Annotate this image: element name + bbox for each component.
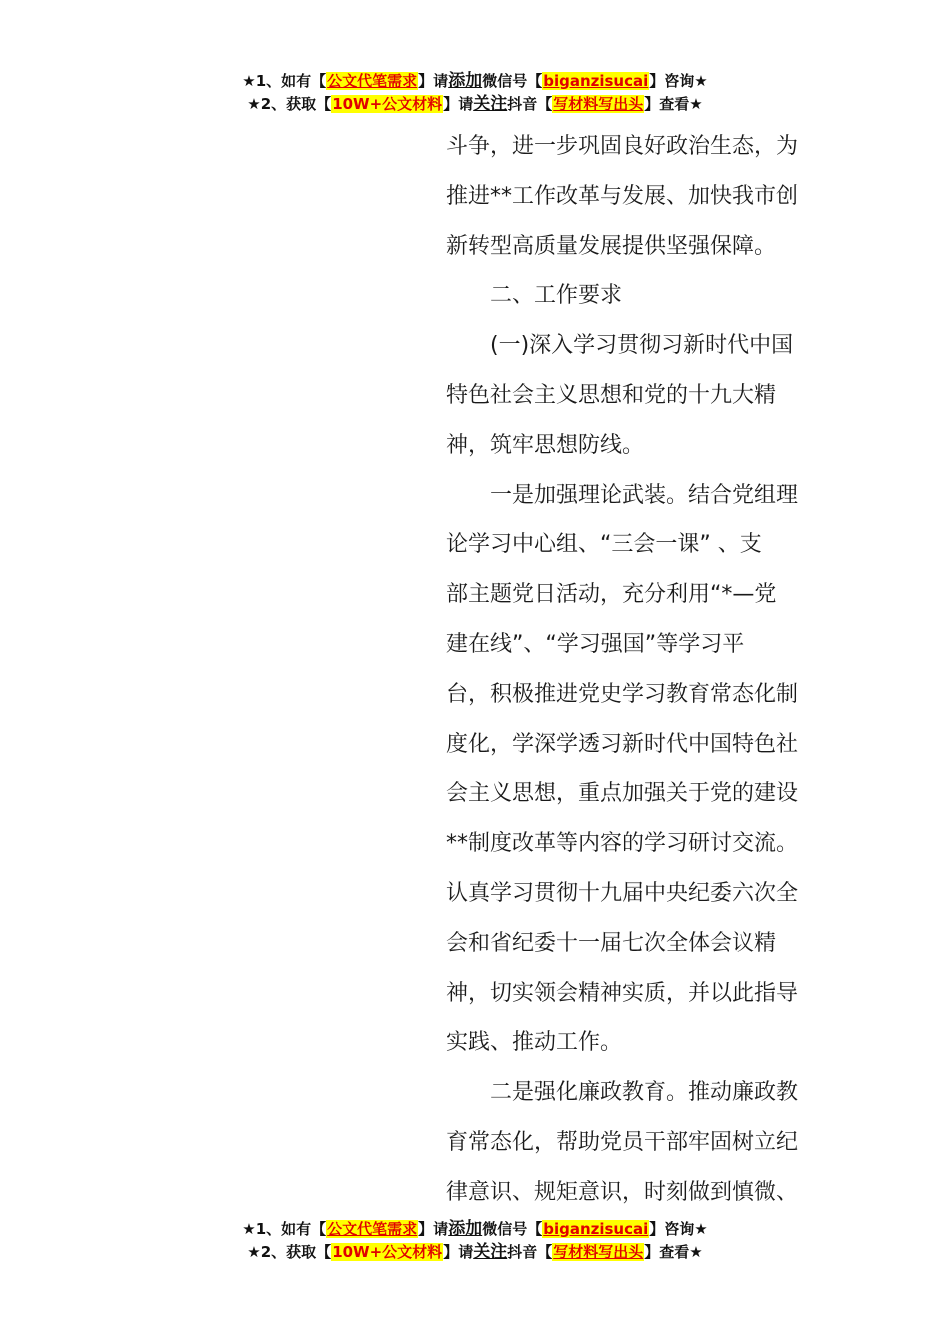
promo-highlight-service: 公文代笔需求 — [327, 1220, 418, 1238]
promo-highlight-materials: 10W+公文材料 — [332, 1243, 443, 1261]
promo-highlight-douyin: 写材料写出头 — [553, 95, 644, 113]
footer-promo-banner — [0, 1218, 950, 1264]
promo-line-2: ★2、获取【10W+公文材料】请关注抖音【写材料写出头】查看★ — [247, 94, 703, 114]
promo-line-2: ★2、获取【10W+公文材料】请关注抖音【写材料写出头】查看★ — [247, 1242, 703, 1262]
promo-line-1: ★1、如有【公文代笔需求】请添加微信号【biganzisucai】咨询★ — [242, 71, 708, 91]
paragraph-integrity-education: 二是强化廉政教育。推动廉政教 育常态化，帮助党员干部牢固树立纪 律意识、规矩意识，时刻做到慎微、 — [446, 1080, 799, 1205]
promo-emphasis-follow: 关注 — [473, 1242, 508, 1262]
promo-emphasis-add: 添加 — [448, 71, 483, 91]
paragraph-theory-study: 一是加强理论武装。结合党组理 论学习中心组、“三会一课” 、支 部主题党日活动，充分利用“*—党 建在线”、“学习强国”等学习平 台，积极推进党史学习教育常态化制 度化，学深学透习新时代中国特色社 会主义思想，重点加强关于党的建设 **制度改革等内容的学习研讨交流。 认真学习贯彻十九届中央纪委六次全 会和省纪委十一届七次全体会议精 神，切实领会精神实质，并以此指导 实践、推动工作。 — [446, 482, 799, 1056]
promo-line-1: ★1、如有【公文代笔需求】请添加微信号【biganzisucai】咨询★ — [242, 1219, 708, 1239]
promo-highlight-wechat-id: biganzisucai — [543, 1220, 649, 1238]
section-heading-work-requirements: 二、工作要求 — [490, 283, 623, 309]
promo-emphasis-add: 添加 — [448, 1219, 483, 1239]
promo-highlight-service: 公文代笔需求 — [327, 72, 418, 90]
document-body — [446, 122, 811, 1218]
promo-highlight-materials: 10W+公文材料 — [332, 95, 443, 113]
header-promo-banner — [0, 70, 950, 116]
promo-highlight-wechat-id: biganzisucai — [543, 72, 649, 90]
subsection-heading-1: (一)深入学习贯彻习新时代中国 特色社会主义思想和党的十九大精 神，筑牢思想防线。 — [446, 333, 794, 458]
promo-emphasis-follow: 关注 — [473, 94, 508, 114]
promo-highlight-douyin: 写材料写出头 — [553, 1243, 644, 1261]
paragraph-continuation: 斗争，进一步巩固良好政治生态，为 推进**工作改革与发展、加快我市创 新转型高质量发展提供坚强保障。 — [446, 134, 799, 259]
